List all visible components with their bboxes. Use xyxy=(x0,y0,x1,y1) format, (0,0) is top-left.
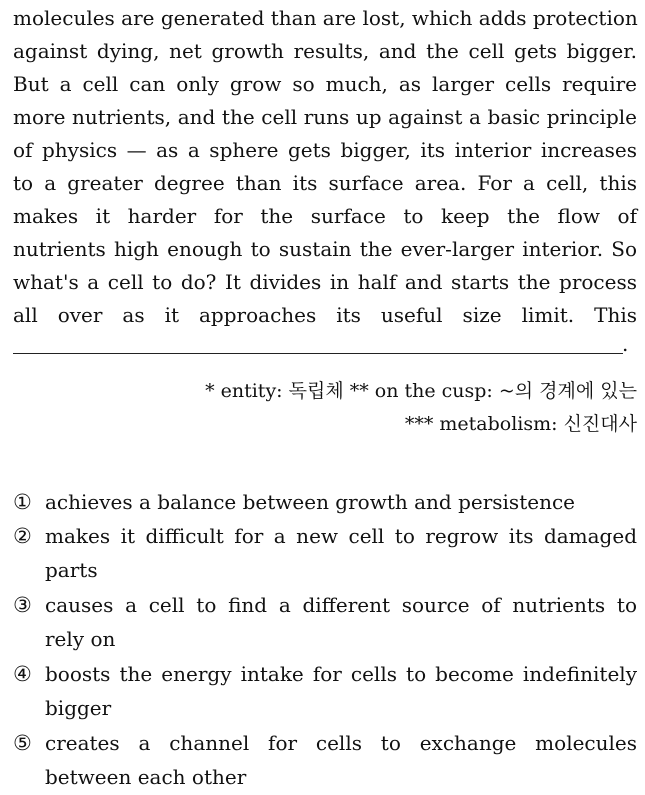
footnote-glossary-2: *** metabolism: 신진대사 xyxy=(404,413,637,435)
option-number-2: ② xyxy=(13,524,32,548)
passage-line: makes it harder for the surface to keep the flow of xyxy=(13,204,637,228)
option-4[interactable] xyxy=(13,657,637,726)
passage-line: more nutrients, and the cell runs up against a basic principle xyxy=(13,105,637,129)
passage-line: molecules are generated than are lost, which adds protection xyxy=(13,6,638,30)
option-5-text-cont: between each other xyxy=(45,765,247,789)
passage-line: against dying, net growth results, and the cell gets bigger. xyxy=(13,39,637,63)
passage-line: all over as it approaches its useful size limit. This xyxy=(13,303,637,327)
option-1[interactable] xyxy=(13,485,637,519)
option-3[interactable] xyxy=(13,588,637,657)
option-2[interactable] xyxy=(13,519,637,588)
footnote-glossary-1: * entity: 독립체 ** on the cusp: ~의 경계에 있는 xyxy=(205,380,637,402)
option-4-text: boosts the energy intake for cells to become indefinitely xyxy=(45,662,637,686)
passage-line: nutrients high enough to sustain the ever-larger interior. So xyxy=(13,237,637,261)
option-number-5: ⑤ xyxy=(13,731,32,755)
option-4-text-cont: bigger xyxy=(45,696,112,720)
passage-text xyxy=(13,2,637,332)
passage-line: what's a cell to do? It divides in half and starts the process xyxy=(13,270,637,294)
option-number-3: ③ xyxy=(13,593,32,617)
passage-line: of physics — as a sphere gets bigger, its interior increases xyxy=(13,138,637,162)
option-number-1: ① xyxy=(13,490,32,514)
answer-blank-line xyxy=(13,353,623,354)
option-5-text: creates a channel for cells to exchange molecules xyxy=(45,731,637,755)
option-2-text: makes it difficult for a new cell to regrow its damaged xyxy=(45,524,637,548)
answer-blank-period: . xyxy=(622,332,629,356)
option-number-4: ④ xyxy=(13,662,32,686)
passage-line: But a cell can only grow so much, as larger cells require xyxy=(13,72,637,96)
option-5[interactable] xyxy=(13,726,637,795)
answer-options xyxy=(13,485,637,795)
option-3-text-cont: rely on xyxy=(45,627,116,651)
passage-line: to a greater degree than its surface area. For a cell, this xyxy=(13,171,637,195)
option-3-text: causes a cell to find a different source of nutrients to xyxy=(45,593,637,617)
option-1-text: achieves a balance between growth and persistence xyxy=(45,490,575,514)
option-2-text-cont: parts xyxy=(45,558,98,582)
